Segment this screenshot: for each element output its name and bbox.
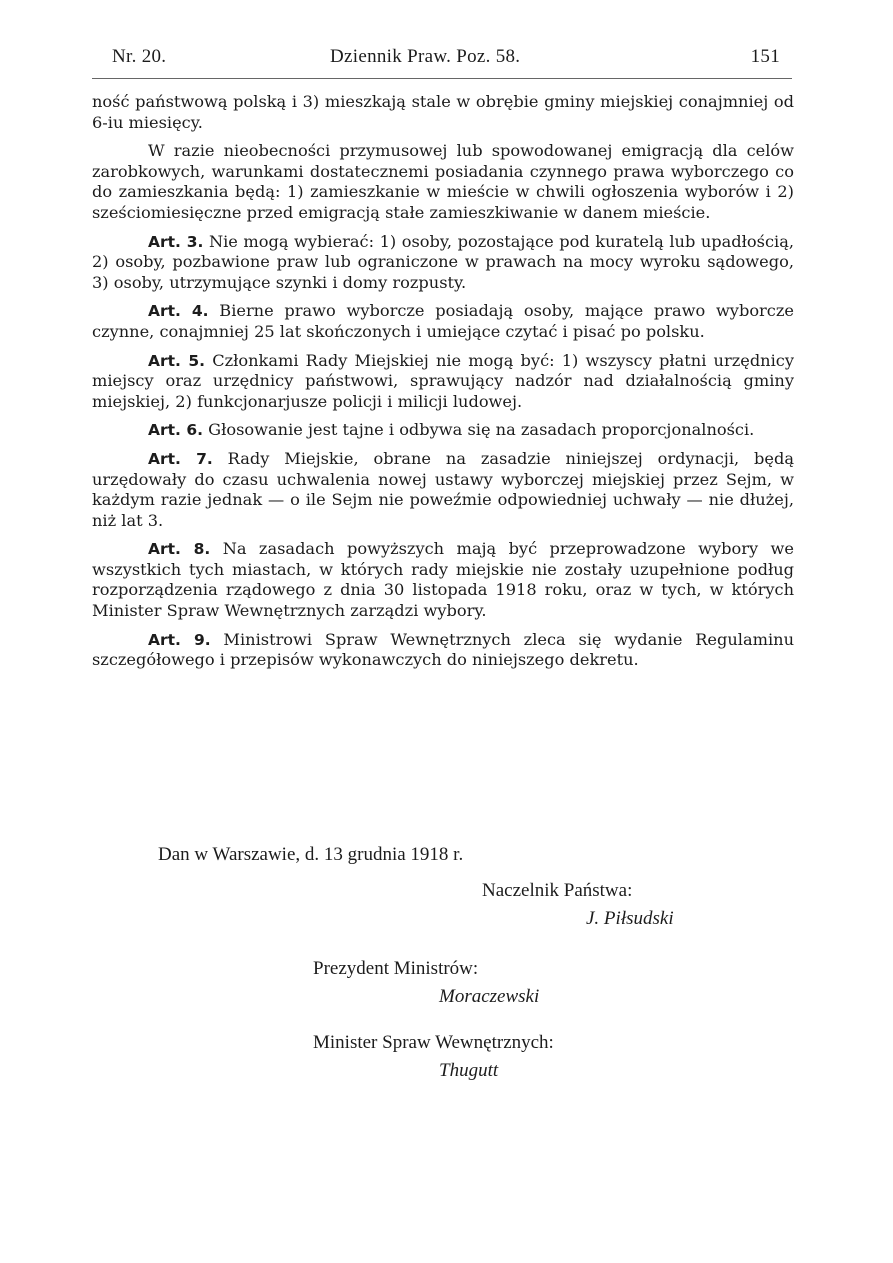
signature-name: J. Piłsudski xyxy=(586,908,674,929)
signature-head-of-state xyxy=(482,880,674,930)
issue-number: Nr. 20. xyxy=(112,46,167,67)
signature-role: Naczelnik Państwa: xyxy=(482,880,633,901)
page-header xyxy=(90,46,790,76)
article-3 xyxy=(92,232,794,294)
article-label: Art. 5. xyxy=(148,351,206,370)
paragraph-emigration: W razie nieobecności przymusowej lub spowodowanej emigracją dla celów zarobkowych, warunkami dostatecznemi posiadania czynnego prawa wyborczego co do zamieszkania będą: 1) zamieszkanie w mieście w chwili ogłoszenia wyborów i 2) sześciomiesięczne przed emigracją stałe zamieszkiwanie w danem mieście. xyxy=(92,141,794,222)
article-text: Bierne prawo wyborcze posiadają osoby, mające prawo wyborcze czynne, conajmniej 25 lat skończonych i umiejące czytać i pisać po polsku. xyxy=(92,301,794,341)
article-text: Nie mogą wybierać: 1) osoby, pozostające pod kuratelą lub upadłością, 2) osoby, pozbawione praw lub ograniczone w prawach na mocy wyroku sądowego, 3) osoby, utrzymujące szynki i domy rozpusty. xyxy=(92,231,794,292)
signature-role: Prezydent Ministrów: xyxy=(313,958,479,979)
signature-role: Minister Spraw Wewnętrznych: xyxy=(313,1032,554,1053)
article-7 xyxy=(92,449,794,531)
document-body xyxy=(92,92,794,671)
article-4 xyxy=(92,301,794,342)
article-6 xyxy=(92,420,794,441)
article-label: Art. 8. xyxy=(148,540,211,559)
paragraph-continuation: ność państwową polską i 3) mieszkają stale w obrębie gminy miejskiej conajmniej od 6-iu miesięcy. xyxy=(92,92,794,132)
article-text: Głosowanie jest tajne i odbywa się na zasadach proporcjonalności. xyxy=(208,420,755,440)
signature-name: Thugutt xyxy=(439,1060,499,1081)
page-number: 151 xyxy=(750,46,780,67)
signature-prime-minister xyxy=(313,958,539,1008)
journal-title: Dziennik Praw. Poz. 58. xyxy=(330,46,521,67)
article-text: Członkami Rady Miejskiej nie mogą być: 1) wszyscy płatni urzędnicy miejscy oraz urzędnicy państwowi, sprawujący nadzór nad działalnością gminy miejskiej, 2) funkcjonarjusze policji i milicji ludowej. xyxy=(92,350,794,411)
signature-name: Moraczewski xyxy=(439,986,540,1007)
article-text: Rady Miejskie, obrane na zasadzie niniejszej ordynacji, będą urzędowały do czasu uchwalenia nowej ustawy wyborczej miejskiej przez Sejm, w każdym razie jednak — o ile Sejm nie poweźmie odpowiedniej uchwały — nie dłużej, niż lat 3. xyxy=(92,448,794,530)
article-text: Na zasadach powyższych mają być przeprowadzone wybory we wszystkich tych miastach, w których rady miejskie nie zostały uzupełnione podług rozporządzenia rządowego z dnia 30 listopada 1918 roku, oraz w tych, w których Minister Spraw Wewnętrznych zarządzi wybory. xyxy=(92,539,794,621)
date-line: Dan w Warszawie, d. 13 grudnia 1918 r. xyxy=(158,844,464,865)
header-rule xyxy=(92,78,792,79)
article-5 xyxy=(92,351,794,413)
article-label: Art. 9. xyxy=(148,630,211,649)
article-label: Art. 6. xyxy=(148,421,204,440)
article-8 xyxy=(92,539,794,621)
signature-interior-minister xyxy=(313,1032,554,1082)
article-text: Ministrowi Spraw Wewnętrznych zleca się wydanie Regulaminu szczegółowego i przepisów wykonawczych do niniejszego dekretu. xyxy=(92,629,794,670)
article-label: Art. 7. xyxy=(148,449,213,468)
article-label: Art. 4. xyxy=(148,302,209,321)
article-label: Art. 3. xyxy=(148,232,204,251)
article-9 xyxy=(92,630,794,671)
